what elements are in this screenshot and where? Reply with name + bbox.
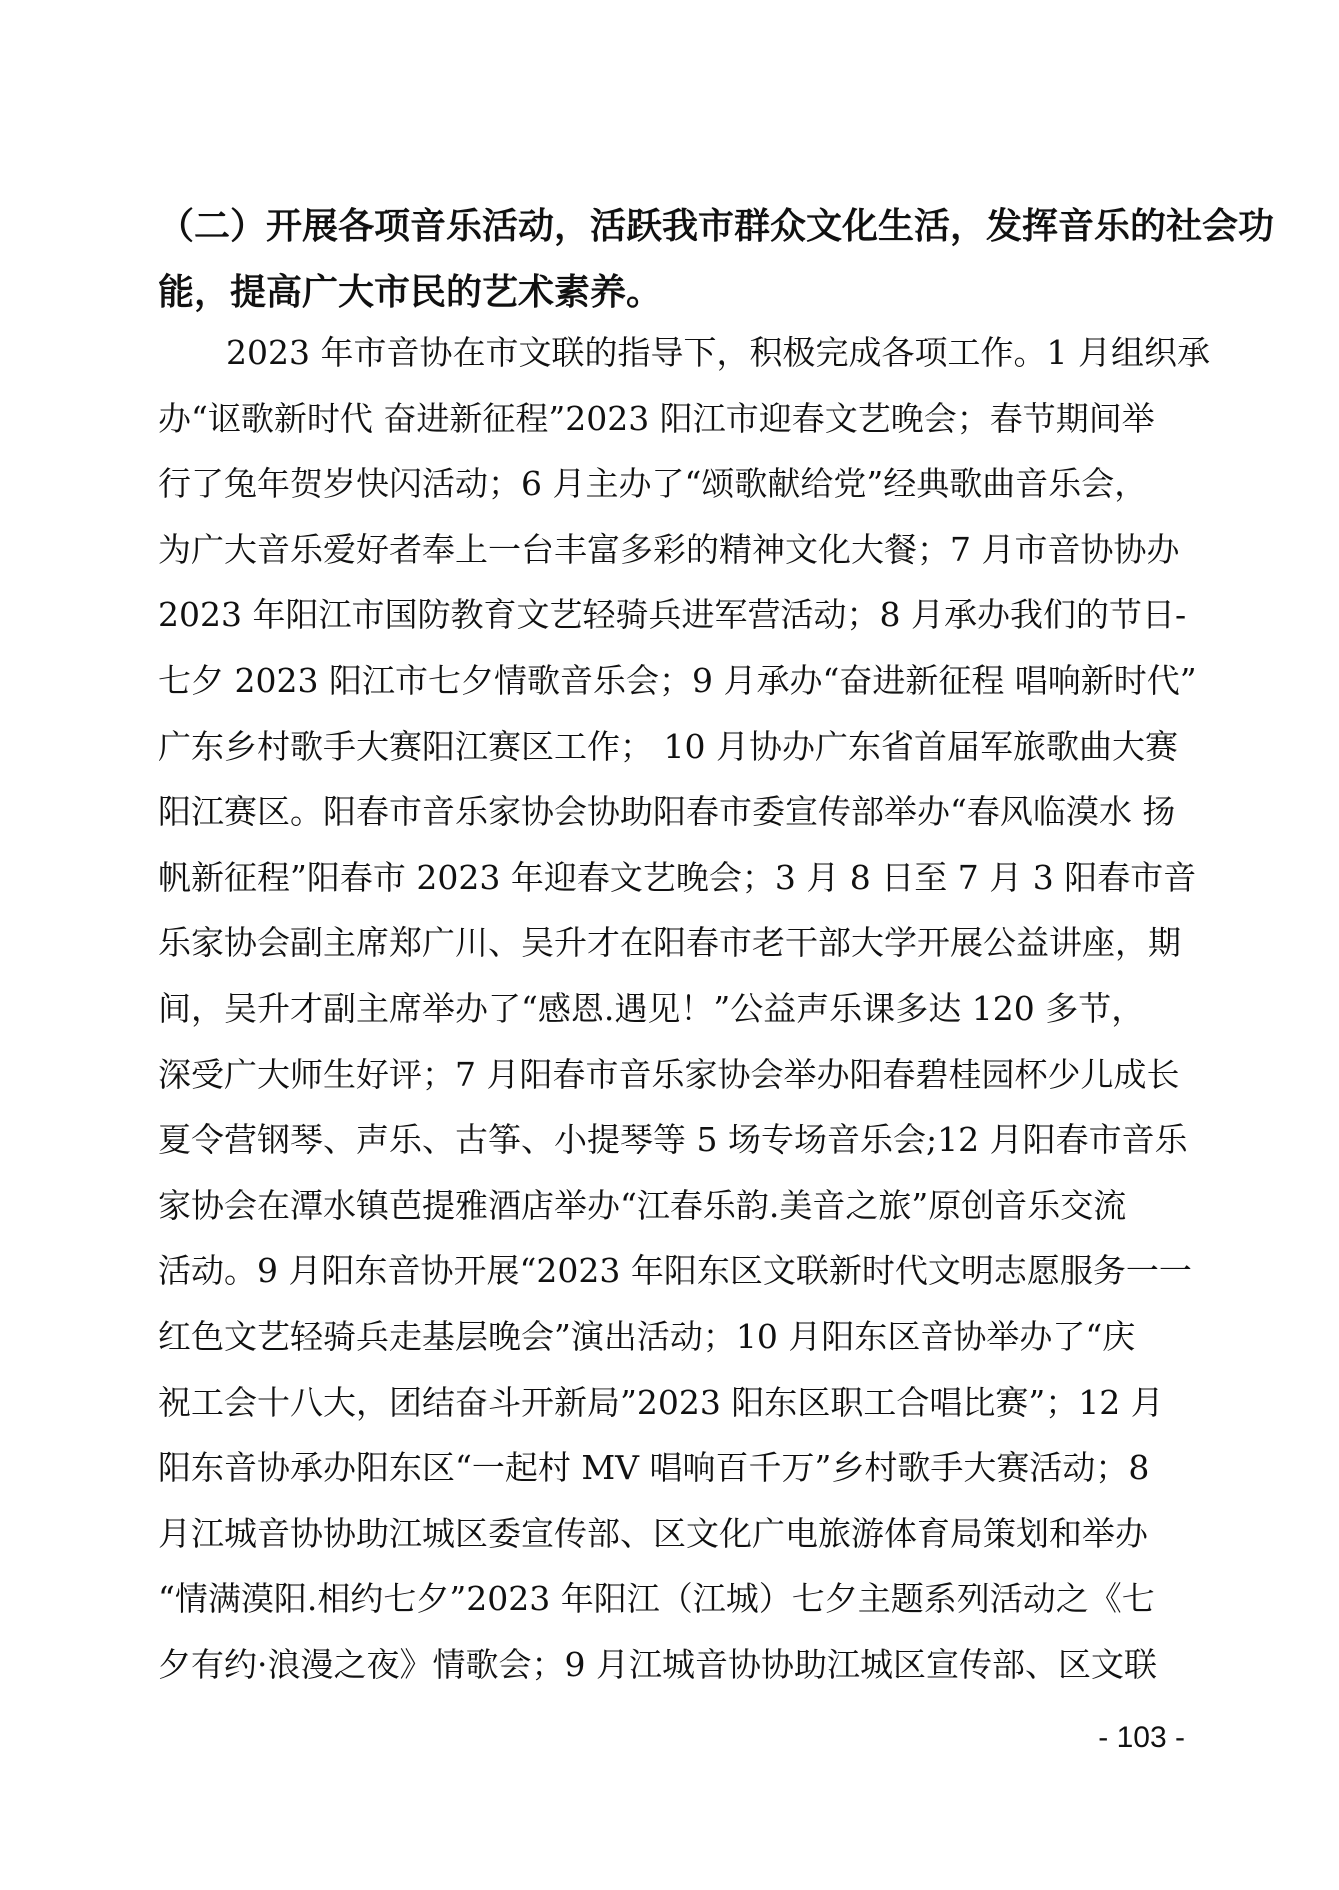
paragraph-line: 为广大音乐爱好者奉上一台丰富多彩的精神文化大餐；7 月市音协协办 — [158, 529, 1180, 569]
paragraph-line: 间，吴升才副主席举办了“感恩.遇见！”公益声乐课多达 120 多节， — [158, 988, 1145, 1028]
paragraph-line: 七夕 2023 阳江市七夕情歌音乐会；9 月承办“奋进新征程 唱响新时代” — [158, 660, 1197, 700]
paragraph-line: 2023 年市音协在市文联的指导下，积极完成各项工作。1 月组织承 — [226, 333, 1210, 372]
paragraph-line: 红色文艺轻骑兵走基层晚会”演出活动；10 月阳东区音协举办了“庆 — [158, 1316, 1136, 1356]
section-heading — [158, 194, 1275, 326]
paragraph-line: 夕有约·浪漫之夜》情歌会；9 月江城音协协助江城区宣传部、区文联 — [158, 1644, 1157, 1684]
paragraph-line: 阳东音协承办阳东区“一起村 MV 唱响百千万”乡村歌手大赛活动；8 — [158, 1448, 1150, 1488]
paragraph-line: 帆新征程”阳春市 2023 年迎春文艺晚会；3 月 8 日至 7 月 3 阳春市音 — [158, 857, 1197, 897]
paragraph-line: 夏令营钢琴、声乐、古筝、小提琴等 5 场专场音乐会;12 月阳春市音乐 — [158, 1120, 1188, 1160]
paragraph-line: “情满漠阳.相约七夕”2023 年阳江（江城）七夕主题系列活动之《七 — [158, 1579, 1155, 1619]
body-paragraph — [158, 320, 1210, 1697]
paragraph-line: 祝工会十八大，团结奋斗开新局”2023 阳东区职工合唱比赛”；12 月 — [158, 1382, 1164, 1422]
paragraph-line: 广东乡村歌手大赛阳江赛区工作； 10 月协办广东省首届军旅歌曲大赛 — [158, 726, 1178, 766]
paragraph-line: 月江城音协协助江城区委宣传部、区文化广电旅游体育局策划和举办 — [158, 1513, 1148, 1553]
paragraph-line: 活动。9 月阳东音协开展“2023 年阳东区文联新时代文明志愿服务一一 — [158, 1251, 1192, 1291]
heading-line: （二）开展各项音乐活动，活跃我市群众文化生活，发挥音乐的社会功 — [158, 206, 1275, 247]
heading-line: 能，提高广大市民的艺术素养。 — [158, 272, 663, 313]
page-number: - 103 - — [1098, 1721, 1185, 1754]
paragraph-line: 2023 年阳江市国防教育文艺轻骑兵进军营活动；8 月承办我们的节日- — [158, 595, 1187, 635]
paragraph-line: 行了兔年贺岁快闪活动；6 月主办了“颂歌献给党”经典歌曲音乐会， — [158, 464, 1148, 504]
paragraph-line: 家协会在潭水镇芭提雅酒店举办“江春乐韵.美音之旅”原创音乐交流 — [158, 1185, 1127, 1225]
paragraph-line: 阳江赛区。阳春市音乐家协会协助阳春市委宣传部举办“春风临漠水 扬 — [158, 792, 1176, 832]
paragraph-line: 乐家协会副主席郑广川、吴升才在阳春市老干部大学开展公益讲座，期 — [158, 923, 1181, 963]
paragraph-line: 深受广大师生好评；7 月阳春市音乐家协会举办阳春碧桂园杯少儿成长 — [158, 1054, 1180, 1094]
paragraph-line: 办“讴歌新时代 奋进新征程”2023 阳江市迎春文艺晚会；春节期间举 — [158, 398, 1155, 438]
